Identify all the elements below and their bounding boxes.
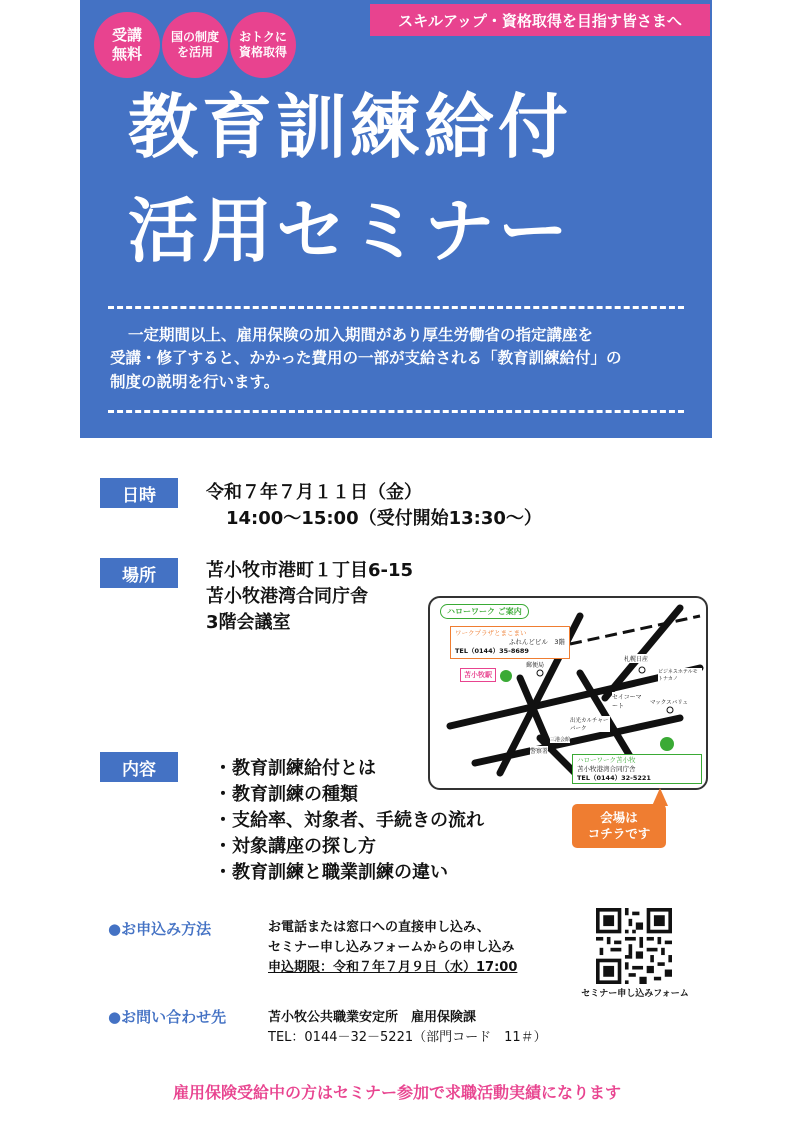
map-place-police: 警察署 [530,748,549,755]
datetime-time: 14:00～15:00（受付開始13:30～） [226,508,542,530]
badge-national-system: 国の制度 を活用 [162,12,228,78]
application-label: ●お申込み方法 [108,920,212,938]
map-header: ハローワーク ご案内 [440,604,529,619]
map-hw-name: ハローワーク苫小牧 [577,756,636,764]
intro-line: 受講・修了すると、かかった費用の一部が支給される「教育訓練給付」の [110,349,622,368]
map-hw-box [572,754,702,784]
qr-code-label: セミナー申し込みフォーム [581,989,689,999]
map-hw-tel: TEL（0144）32-5221 [577,773,651,782]
qr-code-icon[interactable] [596,908,672,984]
footer-note: 雇用保険受給中の方はセミナー参加で求職活動実績になります [172,1083,621,1102]
divider-bottom [108,410,684,413]
map-station: 苫小牧駅 [460,668,496,682]
badge-qualification: おトクに 資格取得 [230,12,296,78]
list-item: ・教育訓練の種類 [214,784,358,806]
list-item: ・教育訓練と職業訓練の違い [214,862,448,884]
application-line: お電話または窓口への直接申し込み、 [268,920,490,935]
datetime-date: 令和７年７月１１日（金） [206,482,422,503]
application-text [268,918,517,978]
intro-line: 一定期間以上、雇用保険の加入期間があり厚生労働省の指定講座を [128,326,594,344]
audience-banner: スキルアップ・資格取得を目指す皆さまへ [370,4,710,36]
place-address: 苫小牧市港町１丁目6-15 [206,560,414,581]
contact-text [268,1008,547,1048]
place-building: 苫小牧港湾合同庁舎 [206,586,368,608]
divider-top [108,306,684,309]
application-deadline: 申込期限：令和７年７月９日（水）17:00 [268,960,518,976]
badge-free: 受講 無料 [94,12,160,78]
map-plaza-building: ふれんどビル 3階 [508,638,565,647]
contact-tel: TEL：0144－32－5221（部門コード 11＃） [268,1030,547,1046]
map-plaza-tel: TEL（0144）35-8689 [455,647,529,656]
map-place-nissan: 札幌日産 [624,656,649,663]
venue-callout [572,804,666,848]
contact-org: 苫小牧公共職業安定所 雇用保険課 [268,1010,477,1025]
place-text [206,558,413,636]
map-hw-building: 苫小牧港湾合同庁舎 [577,764,636,773]
venue-callout-line2: コチラです [587,826,651,841]
application-line: セミナー申し込みフォームからの申し込み [268,940,515,956]
list-item: ・教育訓練給付とは [214,758,376,779]
list-item: ・支給率、対象者、手続きの流れ [214,810,484,832]
map-place-sanko: 三港会館 [550,737,571,743]
map-place-seicomart: セイコーマート [612,692,646,710]
content-list [214,756,484,886]
page-title-line2: 活用セミナー [128,190,572,272]
map-place-hotel: ビジネスホテルモトナカノ [658,668,702,682]
intro-line: 制度の説明を行います。 [110,372,280,391]
place-room: 3階会議室 [206,612,291,634]
page-title-line1: 教育訓練給付 [128,86,572,168]
contact-label: ●お問い合わせ先 [108,1008,227,1026]
datetime-text [206,480,542,532]
datetime-label: 日時 [100,478,178,508]
map-place-culturepark: 出光カルチャーパーク [570,718,609,732]
map-place-post: 郵便局 [526,662,545,669]
map-plaza-name: ワークプラザとまこまい [455,629,527,637]
content-label: 内容 [100,752,178,782]
list-item: ・対象講座の探し方 [214,836,376,858]
intro-text [110,324,690,394]
map-place-maxvalu: マックスバリュ [650,700,689,706]
venue-callout-line1: 会場は [600,809,638,825]
place-label: 場所 [100,558,178,588]
map-plaza-box [450,626,570,659]
